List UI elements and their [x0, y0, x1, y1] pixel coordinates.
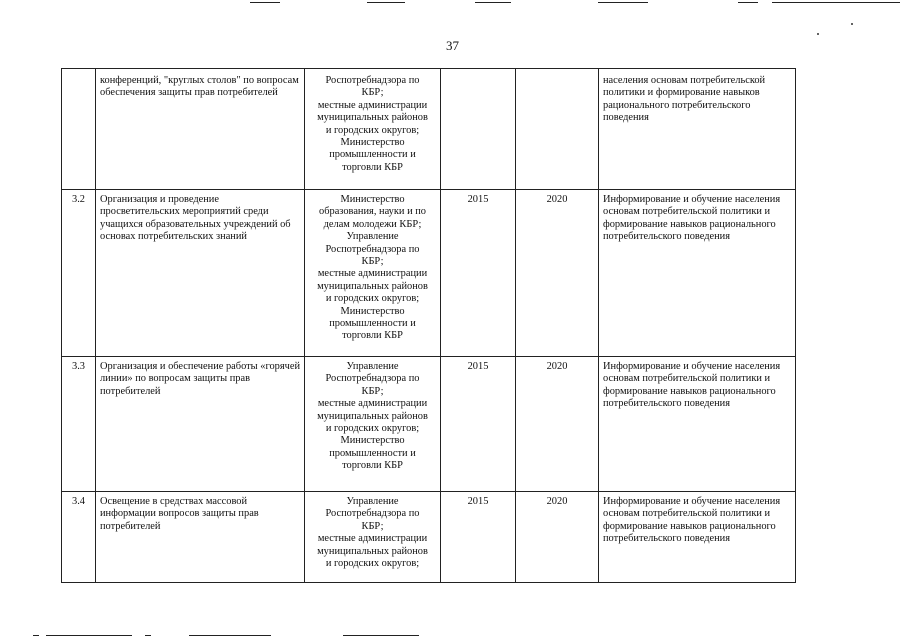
expected-result-cell: населения основам потребительской политики и формирование навыков рационального потребительского поведения [599, 69, 796, 190]
table-row [62, 492, 796, 583]
scan-artifact-bottom [343, 635, 419, 636]
end-year-cell [516, 69, 599, 190]
executors-cell: Управление Роспотребнадзора по КБР; местные администрации муниципальных районов и городских округов; Министерство промышленности и торговли КБР [305, 357, 441, 492]
scan-artifact-bottom [189, 635, 271, 636]
start-year-cell [441, 69, 516, 190]
executors-cell: Министерство образования, науки и по делам молодежи КБР; Управление Роспотребнадзора по КБР; местные администрации муниципальных районов и городских округов; Министерство промышленности и торговли КБР [305, 190, 441, 357]
table-row [62, 357, 796, 492]
start-year-cell: 2015 [441, 190, 516, 357]
scan-artifact-top [598, 2, 648, 3]
scan-artifact-bottom [145, 635, 151, 636]
start-year-cell: 2015 [441, 357, 516, 492]
scan-artifact-bottom [46, 635, 132, 636]
program-activities-table [61, 68, 796, 583]
scan-artifact-top [475, 2, 511, 3]
activity-name-cell: конференций, "круглых столов" по вопросам обеспечения защиты прав потребителей [96, 69, 305, 190]
expected-result-cell: Информирование и обучение населения основам потребительской политики и формирование навыков рационального потребительского поведения [599, 357, 796, 492]
scan-artifact-bottom [33, 635, 39, 636]
start-year-cell: 2015 [441, 492, 516, 583]
executors-cell: Управление Роспотребнадзора по КБР; местные администрации муниципальных районов и городских округов; [305, 492, 441, 583]
scan-speck [851, 23, 853, 25]
activity-name-cell: Организация и обеспечение работы «горячей линии» по вопросам защиты прав потребителей [96, 357, 305, 492]
item-number-cell [62, 69, 96, 190]
item-number-cell: 3.3 [62, 357, 96, 492]
expected-result-cell: Информирование и обучение населения основам потребительской политики и формирование навыков рационального потребительского поведения [599, 492, 796, 583]
scan-artifact-top [367, 2, 405, 3]
expected-result-cell: Информирование и обучение населения основам потребительской политики и формирование навыков рационального потребительского поведения [599, 190, 796, 357]
scan-artifact-top [772, 2, 900, 3]
item-number-cell: 3.4 [62, 492, 96, 583]
activity-name-cell: Освещение в средствах массовой информации вопросов защиты прав потребителей [96, 492, 305, 583]
scan-artifact-top [738, 2, 758, 3]
executors-cell: Роспотребнадзора по КБР; местные администрации муниципальных районов и городских округов; Министерство промышленности и торговли КБР [305, 69, 441, 190]
page-number: 37 [446, 38, 459, 53]
table-row [62, 190, 796, 357]
table-row [62, 69, 796, 190]
end-year-cell: 2020 [516, 492, 599, 583]
item-number-cell: 3.2 [62, 190, 96, 357]
end-year-cell: 2020 [516, 357, 599, 492]
end-year-cell: 2020 [516, 190, 599, 357]
scan-speck [817, 33, 819, 35]
scan-artifact-top [250, 2, 280, 3]
activity-name-cell: Организация и проведение просветительских мероприятий среди учащихся образовательных учреждений об основах потребительских знаний [96, 190, 305, 357]
